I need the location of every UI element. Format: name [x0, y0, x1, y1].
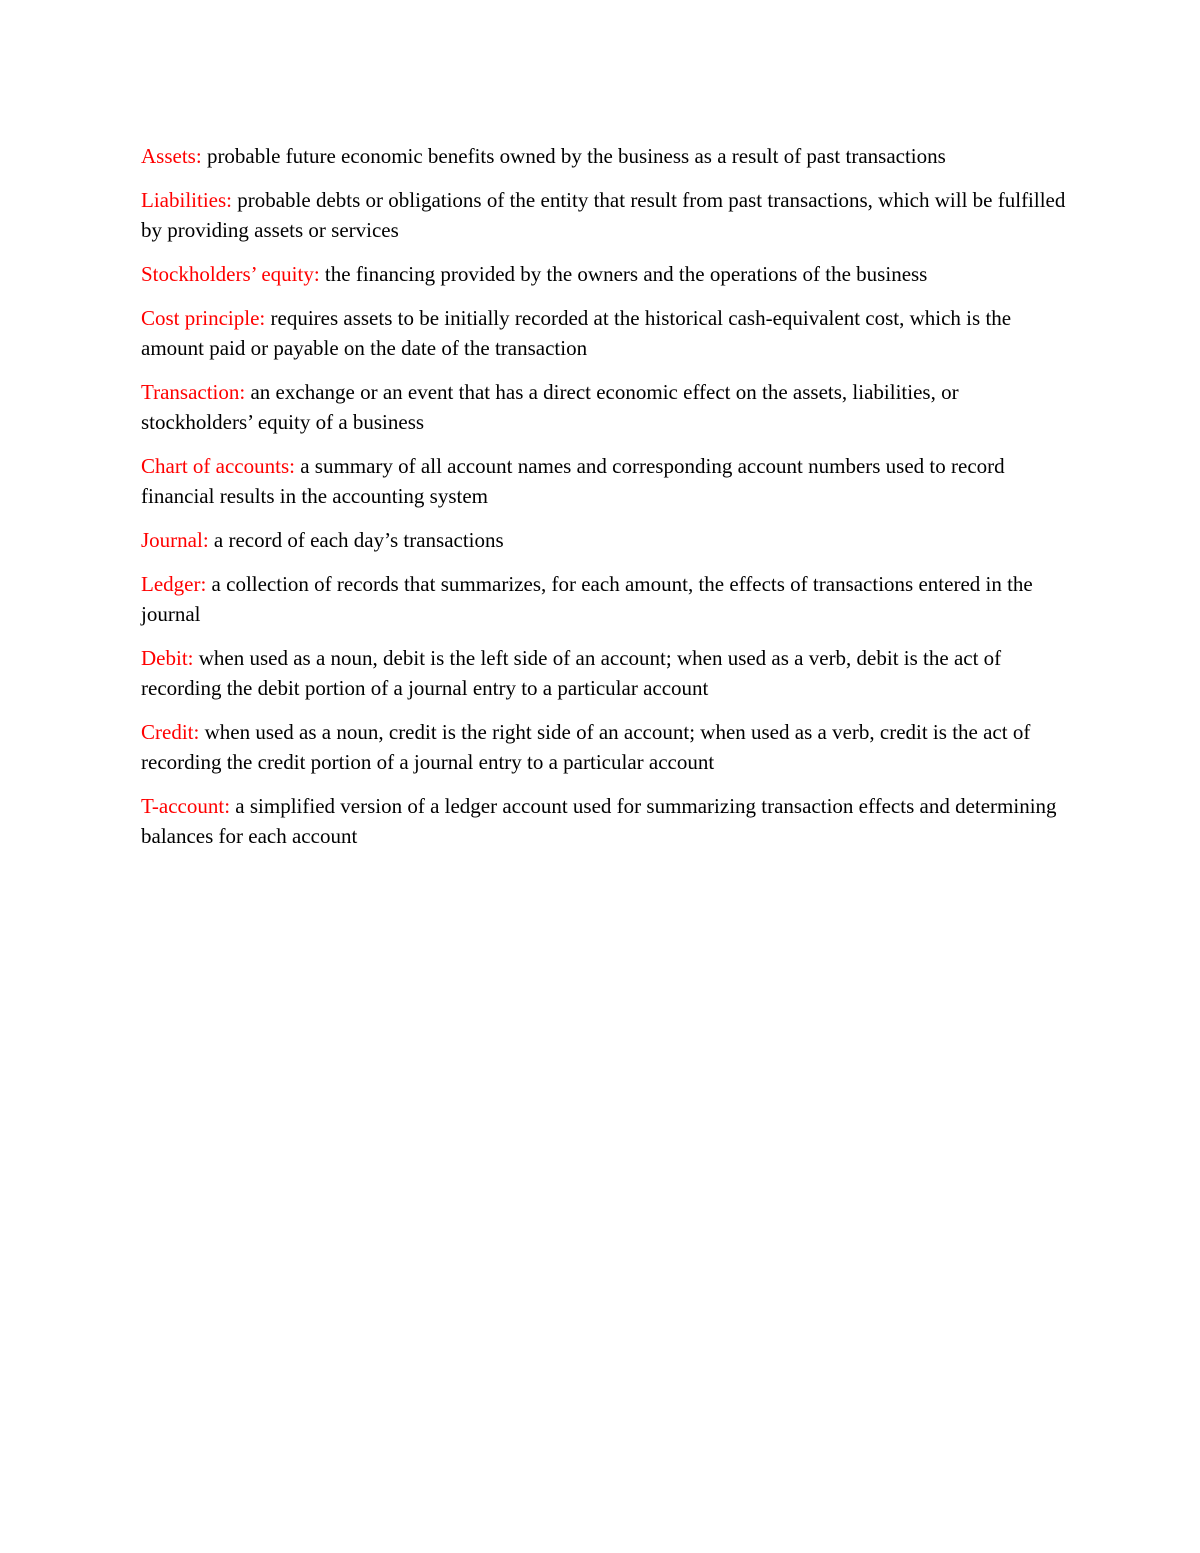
glossary-entry-credit — [141, 717, 1066, 777]
glossary-term: Stockholders’ equity: — [141, 262, 320, 286]
glossary-term: Chart of accounts: — [141, 454, 295, 478]
glossary-entry-transaction — [141, 377, 1066, 437]
glossary-term: Assets: — [141, 144, 202, 168]
glossary-definition: a record of each day’s transactions — [208, 528, 504, 552]
glossary-entry-chart-of-accounts — [141, 451, 1066, 511]
glossary-term: Credit: — [141, 720, 200, 744]
glossary-entry-ledger — [141, 569, 1066, 629]
glossary-term: Debit: — [141, 646, 194, 670]
glossary-entry-t-account — [141, 791, 1066, 851]
glossary-definition: when used as a noun, debit is the left side of an account; when used as a verb, debit is the act of recording the debit portion of a journal entry to a particular account — [141, 646, 1002, 700]
glossary-definition: an exchange or an event that has a direct economic effect on the assets, liabilities, or stockholders’ equity of a business — [141, 380, 959, 434]
glossary-term: Transaction: — [141, 380, 246, 404]
glossary-entry-assets — [141, 141, 1066, 171]
glossary-definition: probable future economic benefits owned by the business as a result of past transactions — [201, 144, 946, 168]
glossary-definition: when used as a noun, credit is the right side of an account; when used as a verb, credit is the act of recording the credit portion of a journal entry to a particular account — [141, 720, 1031, 774]
glossary-entry-liabilities — [141, 185, 1066, 245]
glossary-term: Journal: — [141, 528, 209, 552]
glossary-term: Ledger: — [141, 572, 207, 596]
glossary-body — [141, 141, 1066, 865]
glossary-definition: a simplified version of a ledger account used for summarizing transaction effects and determining balances for each account — [141, 794, 1057, 848]
glossary-entry-journal — [141, 525, 1066, 555]
glossary-entry-debit — [141, 643, 1066, 703]
glossary-definition: the financing provided by the owners and the operations of the business — [319, 262, 928, 286]
glossary-term: Cost principle: — [141, 306, 266, 330]
glossary-definition: a summary of all account names and corresponding account numbers used to record financial results in the accounting system — [141, 454, 1005, 508]
glossary-definition: probable debts or obligations of the entity that result from past transactions, which will be fulfilled by providing assets or services — [141, 188, 1066, 242]
glossary-term: Liabilities: — [141, 188, 232, 212]
glossary-definition: a collection of records that summarizes, for each amount, the effects of transactions entered in the journal — [141, 572, 1033, 626]
glossary-entry-stockholders-equity — [141, 259, 1066, 289]
glossary-definition: requires assets to be initially recorded at the historical cash-equivalent cost, which is the amount paid or payable on the date of the transaction — [141, 306, 1012, 360]
glossary-entry-cost-principle — [141, 303, 1066, 363]
glossary-term: T-account: — [141, 794, 231, 818]
